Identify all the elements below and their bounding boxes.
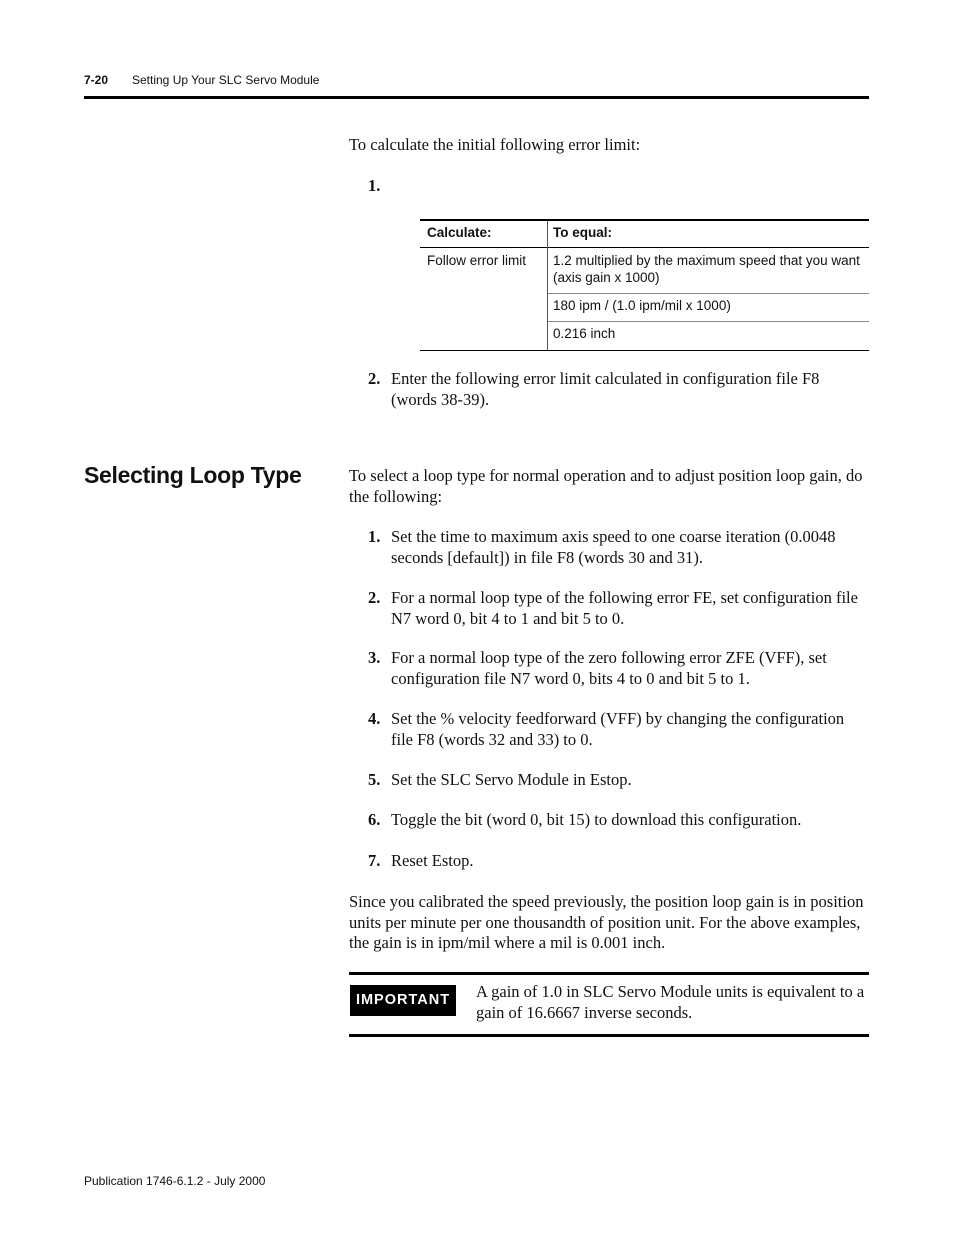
table-row-divider: [547, 293, 869, 294]
important-text: A gain of 1.0 in SLC Servo Module units is equivalent to a gain of 16.6667 inverse seconds.: [476, 982, 865, 1022]
step-text: Set the time to maximum axis speed to one coarse iteration (0.0048 seconds [default]) in file F8 (words 30 and 31).: [391, 527, 836, 567]
step-number: 3.: [368, 648, 381, 667]
step-text: For a normal loop type of the following error FE, set configuration file N7 word 0, bit 4 to 1 and bit 5 to 0.: [391, 588, 858, 628]
page-number: 7-20: [84, 73, 109, 87]
step-number: 2.: [368, 588, 381, 607]
intro-text: To calculate the initial following error limit:: [349, 135, 641, 154]
table-header-to-equal: To equal:: [553, 225, 612, 240]
section-intro: To select a loop type for normal operation and to adjust position loop gain, do the following:: [349, 466, 863, 506]
table-value-1: 1.2 multiplied by the maximum speed that you want (axis gain x 1000): [553, 253, 860, 285]
table-row-label: Follow error limit: [427, 253, 527, 268]
table-top-rule: [420, 219, 869, 221]
step-text: Enter the following error limit calculated in configuration file F8 (words 38-39).: [391, 369, 820, 409]
table-bottom-rule: [420, 350, 869, 351]
footer-publication: Publication 1746-6.1.2 - July 2000: [84, 1174, 266, 1188]
step-text: Toggle the bit (word 0, bit 15) to download this configuration.: [391, 810, 802, 829]
table-header-calculate: Calculate:: [427, 225, 492, 240]
table-value-3: 0.216 inch: [553, 326, 616, 341]
closing-paragraph: Since you calibrated the speed previously, the position loop gain is in position units per minute per one thousandth of position unit. For the above examples, the gain is in ipm/mil where a mil is 0.001 inch.: [349, 892, 864, 952]
step-text: Reset Estop.: [391, 851, 474, 870]
important-badge: IMPORTANT: [350, 985, 456, 1016]
step-text: For a normal loop type of the zero following error ZFE (VFF), set configuration file N7 word 0, bits 4 to 0 and bit 5 to 1.: [391, 648, 827, 688]
section-heading: Selecting Loop Type: [84, 462, 302, 488]
important-note: [349, 972, 869, 1038]
calculation-table: [420, 219, 869, 351]
note-bottom-rule: [349, 1034, 869, 1037]
header-rule: [84, 96, 869, 99]
step-number: 7.: [368, 851, 381, 870]
step-number: 5.: [368, 770, 381, 789]
table-header-rule: [420, 247, 869, 248]
table-column-divider: [547, 221, 548, 350]
step-number: 1.: [368, 527, 381, 546]
step-number: 2.: [368, 369, 381, 388]
step-number: 4.: [368, 709, 381, 728]
step-number: 1.: [368, 176, 381, 195]
table-value-2: 180 ipm / (1.0 ipm/mil x 1000): [553, 298, 731, 313]
step-text: Set the SLC Servo Module in Estop.: [391, 770, 632, 789]
step-number: 6.: [368, 810, 381, 829]
note-top-rule: [349, 972, 869, 975]
table-row-divider: [547, 321, 869, 322]
chapter-title: Setting Up Your SLC Servo Module: [132, 73, 320, 87]
step-text: Set the % velocity feedforward (VFF) by changing the configuration file F8 (words 32 and 33) to 0.: [391, 709, 845, 749]
